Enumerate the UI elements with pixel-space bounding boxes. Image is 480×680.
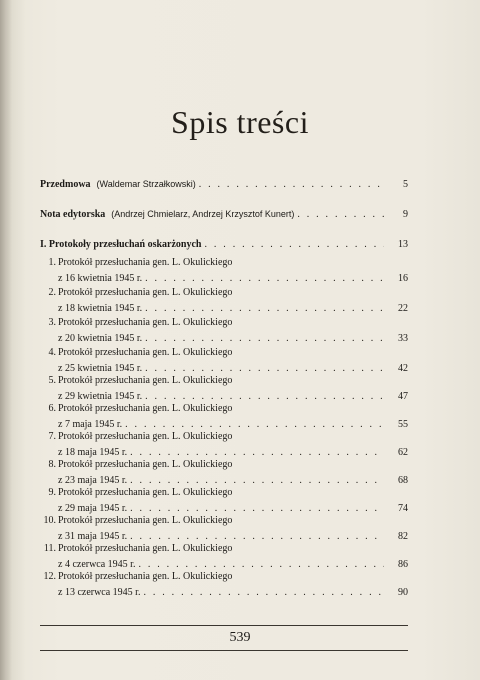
entry-page-number: 33 [398,333,408,344]
entry-date: z 20 kwietnia 1945 r. [58,333,143,344]
entry-date: z 4 czerwca 1945 r. [58,559,136,570]
entry-page-number: 90 [398,587,408,598]
entry-number: 7. [48,431,56,442]
footer-rule-top [40,625,408,626]
page-title: Spis treści [171,104,309,140]
entry-number: 8. [48,459,56,470]
entry-page-number: 22 [398,303,408,314]
entry-title: Protokół przesłuchania gen. L. Okulickiego [58,487,233,498]
entry-title: Protokół przesłuchania gen. L. Okulickiego [58,543,233,554]
entry-number: 5. [48,375,56,386]
entry-number: 9. [48,487,56,498]
entry-date: z 31 maja 1945 r. [58,531,128,542]
entry-page-number: 5 [403,179,408,190]
toc-entry-section-1 [40,237,408,253]
toc-entry-protocol [36,285,408,317]
dot-leader [196,177,384,193]
entry-date: z 18 kwietnia 1945 r. [58,303,143,314]
entry-date: z 16 kwietnia 1945 r. [58,273,143,284]
entry-title: Protokół przesłuchania gen. L. Okulickiego [58,459,233,470]
entry-title: Protokół przesłuchania gen. L. Okulickiego [58,515,233,526]
footer-rule-bottom [40,650,408,651]
entry-title: Protokół przesłuchania gen. L. Okulickiego [58,571,233,582]
entry-title: Protokół przesłuchania gen. L. Okulickiego [58,257,233,268]
entry-page-number: 55 [398,419,408,430]
entry-title: Protokół przesłuchania gen. L. Okulickiego [58,317,233,328]
entry-date: z 29 kwietnia 1945 r. [58,391,143,402]
entry-label: Nota edytorska [40,209,106,220]
entry-number: 12. [43,571,56,582]
entry-date: z 7 maja 1945 r. [58,419,123,430]
entry-title: Protokół przesłuchania gen. L. Okulickiego [58,375,233,386]
entry-date: z 18 maja 1945 r. [58,447,128,458]
entry-number: 11. [43,543,56,554]
entry-author: (Andrzej Chmielarz, Andrzej Krzysztof Kunert) [111,209,295,219]
entry-date: z 13 czerwca 1945 r. [58,587,141,598]
entry-number: 3. [48,317,56,328]
toc-entry-protocol [36,255,408,287]
entry-page-number: 82 [398,531,408,542]
entry-date: z 23 maja 1945 r. [58,475,128,486]
entry-date: z 29 maja 1945 r. [58,503,128,514]
entry-page-number: 42 [398,363,408,374]
entry-author: (Waldemar Strzałkowski) [96,179,196,189]
entry-page-number: 74 [398,503,408,514]
entry-page-number: 16 [398,273,408,284]
toc-entry-protocol [36,569,408,601]
entry-number: 2. [48,287,56,298]
entry-page-number: 9 [403,209,408,220]
toc-entry-preface [40,176,408,192]
dot-leader [202,237,385,253]
toc-entry-protocol [36,315,408,347]
entry-label: Przedmowa [40,179,91,190]
page-spine-shadow [0,0,12,680]
dot-leader [294,207,384,223]
entry-number: 10. [43,515,56,526]
entry-page-number: 86 [398,559,408,570]
entry-date: z 25 kwietnia 1945 r. [58,363,143,374]
entry-number: 1. [48,257,56,268]
page-number: 539 [229,630,251,645]
entry-number: 4. [48,347,56,358]
entry-page-number: 13 [398,239,408,250]
entry-title: Protokół przesłuchania gen. L. Okulickiego [58,403,233,414]
entry-title: Protokół przesłuchania gen. L. Okulickiego [58,347,233,358]
entry-page-number: 62 [398,447,408,458]
entry-title: Protokół przesłuchania gen. L. Okulickiego [58,431,233,442]
entry-number: 6. [48,403,56,414]
entry-label: I. Protokoły przesłuchań oskarżonych [40,239,202,250]
dot-leader [140,585,384,601]
entry-title: Protokół przesłuchania gen. L. Okulickiego [58,287,233,298]
toc-entry-editorial-note [40,206,408,222]
entry-page-number: 68 [398,475,408,486]
entry-page-number: 47 [398,391,408,402]
